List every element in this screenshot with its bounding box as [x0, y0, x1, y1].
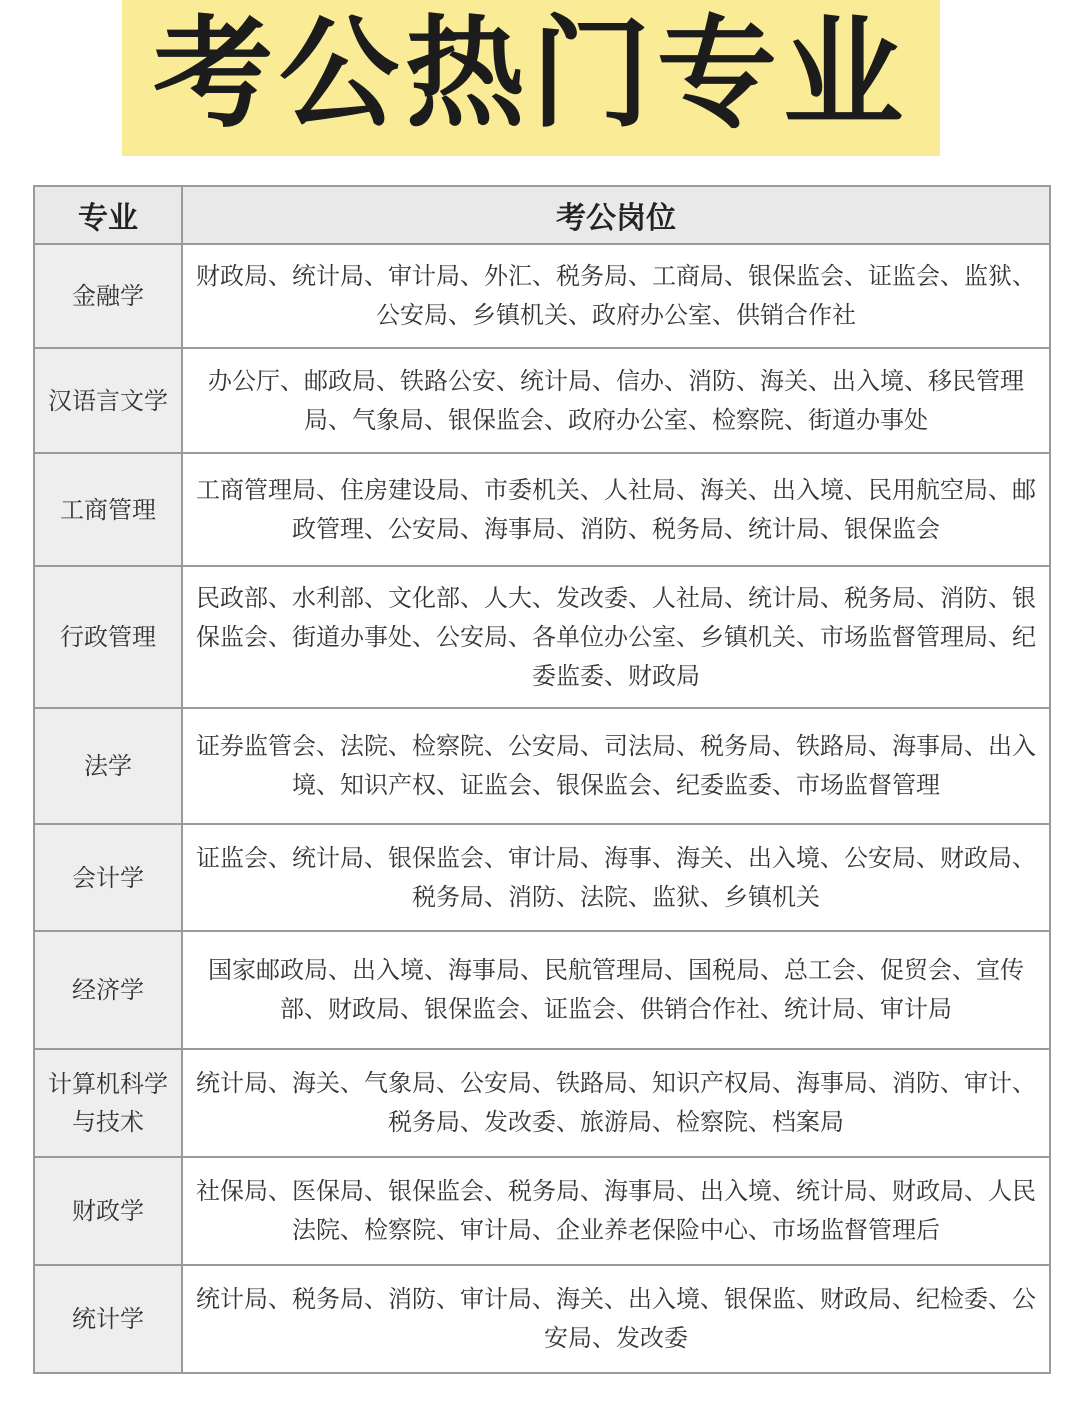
- title-banner: [122, 0, 940, 156]
- header-positions: 考公岗位: [182, 186, 1050, 244]
- positions-cell: 办公厅、邮政局、铁路公安、统计局、信办、消防、海关、出入境、移民管理局、气象局、银保监会、政府办公室、检察院、街道办事处: [182, 348, 1050, 453]
- positions-cell: 证监会、统计局、银保监会、审计局、海事、海关、出入境、公安局、财政局、税务局、消防、法院、监狱、乡镇机关: [182, 824, 1050, 931]
- major-cell: 法学: [34, 708, 182, 824]
- positions-cell: 国家邮政局、出入境、海事局、民航管理局、国税局、总工会、促贸会、宣传部、财政局、银保监会、证监会、供销合作社、统计局、审计局: [182, 931, 1050, 1049]
- major-cell: 行政管理: [34, 566, 182, 708]
- table-row: [34, 244, 1050, 348]
- table-header-row: [34, 186, 1050, 244]
- header-major: 专业: [34, 186, 182, 244]
- positions-cell: 工商管理局、住房建设局、市委机关、人社局、海关、出入境、民用航空局、邮政管理、公安局、海事局、消防、税务局、统计局、银保监会: [182, 453, 1050, 566]
- table-row: [34, 1265, 1050, 1373]
- table-row: [34, 566, 1050, 708]
- table-row: [34, 824, 1050, 931]
- major-cell: 统计学: [34, 1265, 182, 1373]
- majors-table: [33, 185, 1051, 1374]
- major-cell: 汉语言文学: [34, 348, 182, 453]
- table-row: [34, 931, 1050, 1049]
- positions-cell: 证券监管会、法院、检察院、公安局、司法局、税务局、铁路局、海事局、出入境、知识产权、证监会、银保监会、纪委监委、市场监督管理: [182, 708, 1050, 824]
- table-row: [34, 453, 1050, 566]
- major-cell: 会计学: [34, 824, 182, 931]
- page-title: 考公热门专业: [153, 5, 909, 144]
- major-cell: 工商管理: [34, 453, 182, 566]
- positions-cell: 统计局、海关、气象局、公安局、铁路局、知识产权局、海事局、消防、审计、税务局、发改委、旅游局、检察院、档案局: [182, 1049, 1050, 1157]
- table-row: [34, 708, 1050, 824]
- major-cell: 计算机科学与技术: [34, 1049, 182, 1157]
- table-row: [34, 1049, 1050, 1157]
- positions-cell: 财政局、统计局、审计局、外汇、税务局、工商局、银保监会、证监会、监狱、公安局、乡镇机关、政府办公室、供销合作社: [182, 244, 1050, 348]
- major-cell: 经济学: [34, 931, 182, 1049]
- table-row: [34, 1157, 1050, 1265]
- positions-cell: 社保局、医保局、银保监会、税务局、海事局、出入境、统计局、财政局、人民法院、检察院、审计局、企业养老保险中心、市场监督管理后: [182, 1157, 1050, 1265]
- major-cell: 金融学: [34, 244, 182, 348]
- table-row: [34, 348, 1050, 453]
- positions-cell: 统计局、税务局、消防、审计局、海关、出入境、银保监、财政局、纪检委、公安局、发改委: [182, 1265, 1050, 1373]
- major-cell: 财政学: [34, 1157, 182, 1265]
- positions-cell: 民政部、水利部、文化部、人大、发改委、人社局、统计局、税务局、消防、银保监会、街道办事处、公安局、各单位办公室、乡镇机关、市场监督管理局、纪委监委、财政局: [182, 566, 1050, 708]
